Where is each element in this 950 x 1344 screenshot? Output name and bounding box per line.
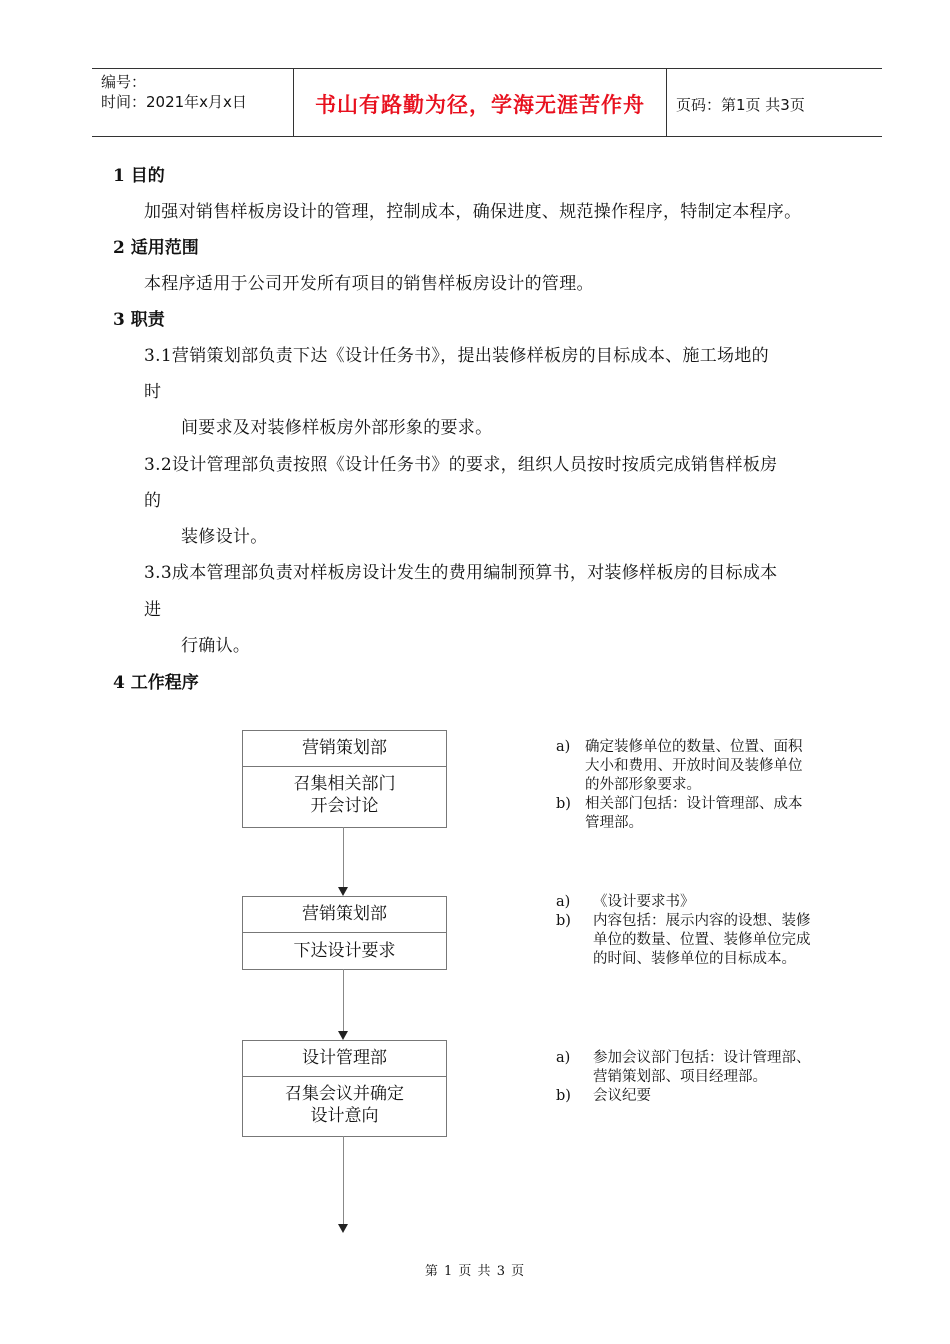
flow-arrow-icon — [338, 1224, 348, 1233]
flow-step-2-action-line1: 下达设计要求 — [293, 941, 396, 961]
page-footer: 第 1 页 共 3 页 — [424, 1264, 526, 1279]
header-divider — [666, 69, 667, 136]
note-line: 相关部门包括：设计管理部、成本 — [585, 796, 803, 812]
note-line: 的时间、装修单位的目标成本。 — [593, 951, 796, 967]
note-item — [556, 738, 856, 795]
header-top-rule — [92, 68, 882, 69]
note-line: 参加会议部门包括：设计管理部、 — [593, 1050, 811, 1066]
flow-step-2-notes — [556, 893, 856, 969]
note-marker: a) — [556, 739, 571, 755]
flow-step-3-notes — [556, 1049, 856, 1106]
section-scope-body: 本程序适用于公司开发所有项目的销售样板房设计的管理。 — [144, 274, 594, 294]
section-scope-title: 2 适用范围 — [113, 238, 199, 258]
flow-step-1-action-line2: 开会讨论 — [310, 796, 379, 816]
duty-3-2-line1: 3.2设计管理部负责按照《设计任务书》的要求，组织人员按时按质完成销售样板房 — [144, 455, 778, 475]
flow-arrow-icon — [338, 1031, 348, 1040]
page-indicator: 页码：第1页 共3页 — [676, 96, 805, 114]
note-line: 单位的数量、位置、装修单位完成 — [593, 932, 811, 948]
note-item — [556, 1087, 856, 1106]
section-purpose-body: 加强对销售样板房设计的管理，控制成本，确保进度、规范操作程序，特制定本程序。 — [144, 202, 802, 222]
header-motto: 书山有路勤为径，学海无涯苦作舟 — [315, 93, 645, 117]
flow-step-1-box — [242, 730, 447, 828]
note-marker: a) — [556, 894, 571, 910]
flow-connector — [343, 827, 344, 887]
note-marker: a) — [556, 1050, 571, 1066]
doc-time-label: 时间：2021年x月x日 — [101, 93, 247, 111]
flow-arrow-icon — [338, 887, 348, 896]
section-procedure-title: 4 工作程序 — [113, 673, 199, 693]
flow-step-1-notes — [556, 738, 856, 833]
flow-step-1-dept: 营销策划部 — [243, 731, 446, 767]
note-line: 管理部。 — [585, 815, 643, 831]
flow-step-3-action — [243, 1077, 446, 1127]
duty-3-1-line3: 间要求及对装修样板房外部形象的要求。 — [181, 418, 493, 438]
note-item — [556, 893, 856, 912]
note-line: 会议纪要 — [593, 1088, 651, 1104]
doc-number-label: 编号： — [101, 73, 147, 91]
flow-step-2-action — [243, 933, 446, 962]
note-item — [556, 795, 856, 833]
duty-3-2-line2: 的 — [144, 491, 162, 511]
note-line: 的外部形象要求。 — [585, 777, 701, 793]
duty-3-2-line3: 装修设计。 — [181, 527, 268, 547]
flow-step-3-action-line2: 设计意向 — [310, 1106, 379, 1126]
note-line: 营销策划部、项目经理部。 — [593, 1069, 767, 1085]
duty-3-3-line3: 行确认。 — [181, 636, 251, 656]
flow-step-2-dept: 营销策划部 — [243, 897, 446, 933]
note-line: 《设计要求书》 — [593, 894, 695, 910]
duty-3-1-line1: 3.1营销策划部负责下达《设计任务书》，提出装修样板房的目标成本、施工场地的 — [144, 346, 769, 366]
note-marker: b) — [556, 796, 571, 812]
note-item — [556, 1049, 856, 1087]
note-line: 大小和费用、开放时间及装修单位 — [585, 758, 803, 774]
note-marker: b) — [556, 913, 571, 929]
flow-step-1-action-line1: 召集相关部门 — [293, 774, 396, 794]
flow-step-3-box — [242, 1040, 447, 1137]
flow-connector — [343, 1136, 344, 1224]
duty-3-3-line2: 进 — [144, 600, 162, 620]
duty-3-3-line1: 3.3成本管理部负责对样板房设计发生的费用编制预算书，对装修样板房的目标成本 — [144, 563, 778, 583]
duty-3-1-line2: 时 — [144, 382, 162, 402]
flow-step-1-action — [243, 767, 446, 817]
flow-step-2-box — [242, 896, 447, 970]
note-line: 确定装修单位的数量、位置、面积 — [585, 739, 803, 755]
section-purpose-title: 1 目的 — [113, 166, 165, 186]
note-line: 内容包括：展示内容的设想、装修 — [593, 913, 811, 929]
note-item — [556, 912, 856, 969]
flow-step-3-action-line1: 召集会议并确定 — [285, 1084, 404, 1104]
header-bottom-rule — [92, 136, 882, 137]
note-marker: b) — [556, 1088, 571, 1104]
flow-step-3-dept: 设计管理部 — [243, 1041, 446, 1077]
flow-connector — [343, 969, 344, 1031]
section-duties-title: 3 职责 — [113, 310, 165, 330]
